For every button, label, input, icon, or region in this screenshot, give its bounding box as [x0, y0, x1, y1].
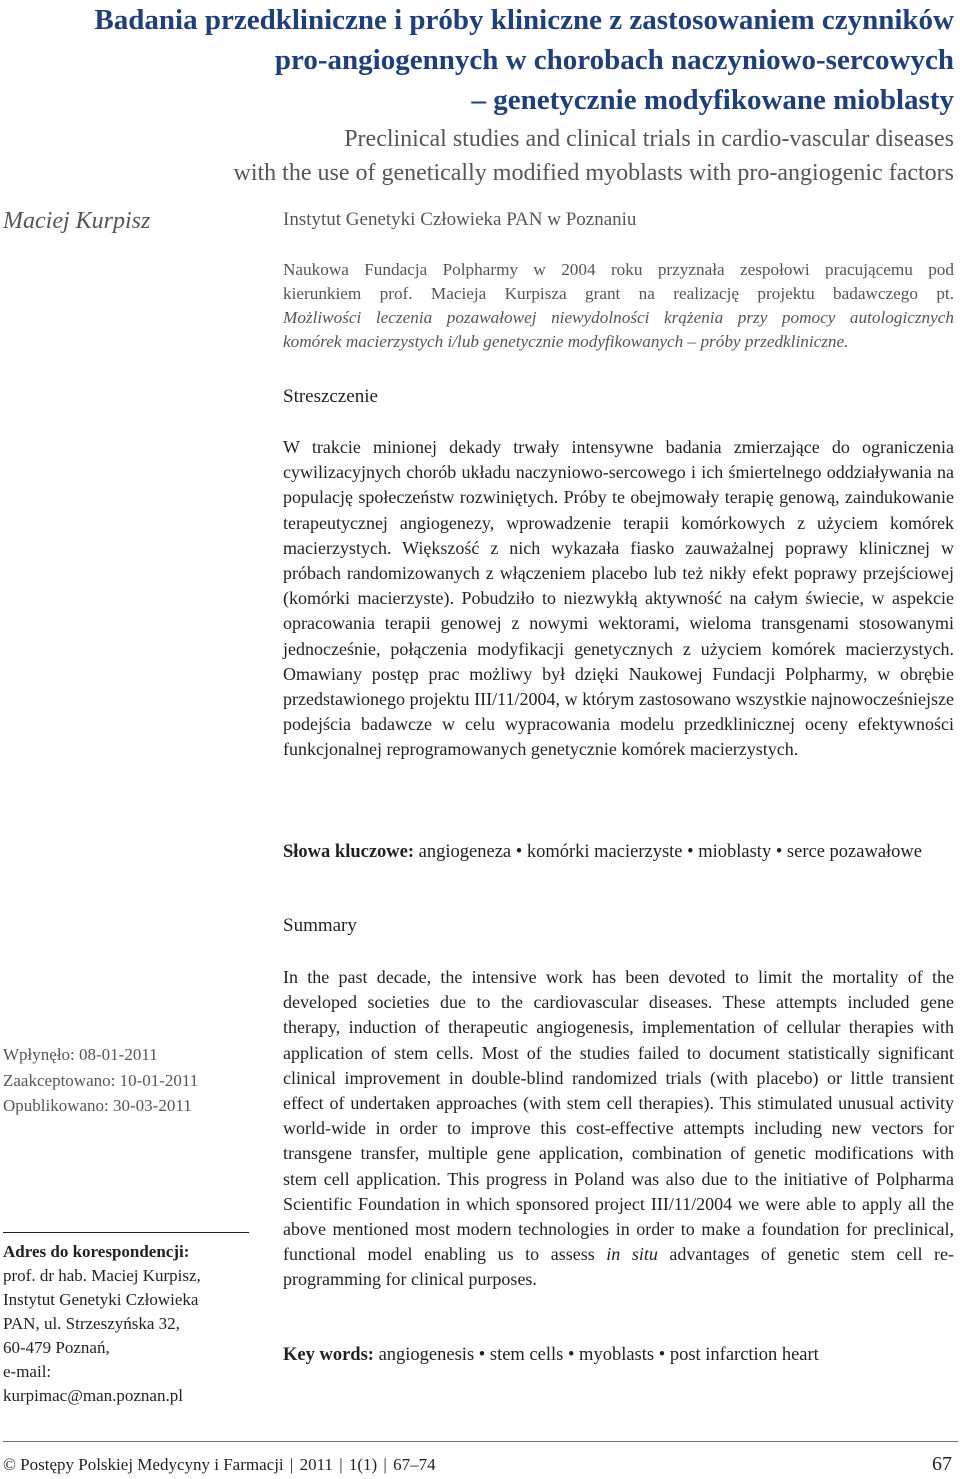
correspondence-line: PAN, ul. Strzeszyńska 32,	[3, 1314, 180, 1333]
summary-keywords	[283, 1343, 954, 1368]
title-polish	[0, 0, 954, 120]
funding-note	[283, 258, 954, 354]
title-english	[0, 122, 954, 190]
footer-separator: |	[339, 1455, 343, 1474]
streszczenie-text: W trakcie minionej dekady trwały intensywne badania zmierzające do ograniczenia cywilizacyjnych chorób układu naczyniowo-sercowego i ich śmiertelnego oddziaływania na populację społeczeństw rozwiniętych. Próby te obejmowały terapię genową, zaindukowanie terapeutycznej angiogenezy, wprowadzenie terapii komórkowych z użyciem komórek macierzystych. Większość z nich wykazała fiasko zauważalnej poprawy klinicznej w próbach randomizowanych z włączeniem placebo lub też nikły efekt poprawy przejściowej (komórki macierzyste). Pobudziło to niezwykłą aktywność na całym świecie, w aspekcie opracowania terapii genowej z nowymi wektorami, wieloma transgenami stosowanymi jednocześnie, połączenia modyfikacji genetycznych z użyciem komórek macierzystych. Omawiany postęp prac możliwy był dzięki Naukowej Fundacji Polpharmy, w obrębie przedstawionego projektu III/11/2004, w którym zastosowano wszystkie najnowocześniejsze podejścia badawcze w celu wypracowania modelu przedklinicznej oceny efektywności funkcjonalnej reprogramowanych genetycznie komórek macierzystych.	[283, 437, 954, 760]
streszczenie-keywords	[283, 840, 954, 865]
footer-separator: |	[383, 1455, 387, 1474]
summary-text-main: In the past decade, the intensive work has been devoted to limit the mortality of the developed societies due to the cardiovascular diseases. These attempts included gene therapy, induction of therapeutic angiogenesis, implementation of cellular therapies with application of stem cells. Most of the studies failed to document statistically significant clinical improvement in double-blind randomized trials (with placebo) or little transient effect of undertaken approaches (with stem cell therapies). This stimulated unusual activity world-wide in order to improve this cost-effective attempts including new vectors for transgene transfer, multiple gene application, combination of genetic modifications with stem cell application. This progress in Poland was also due to the initiative of Polpharma Scientific Foundation in which sponsored project III/11/2004 we were able to apply all the above mentioned most modern technologies in order to make a foundation for preclinical, functional model enabling us to assess	[283, 967, 954, 1265]
date-published: Opublikowano: 30-03-2011	[3, 1096, 192, 1115]
funding-line: kierunkiem prof. Macieja Kurpisza grant na realizację projektu badawczego pt.	[283, 284, 954, 303]
funding-line: Naukowa Fundacja Polpharmy w 2004 roku przyznała zespołowi pracującemu pod	[283, 260, 954, 279]
title-english-line: Preclinical studies and clinical trials in cardio-vascular diseases	[344, 126, 954, 152]
footer-issue: 1(1)	[348, 1455, 378, 1474]
title-polish-line: – genetycznie modyfikowane mioblasty	[471, 84, 954, 116]
correspondence-line: Instytut Genetyki Człowieka	[3, 1290, 199, 1309]
keywords-label-en: Key words:	[283, 1345, 374, 1365]
footer-journal: © Postępy Polskiej Medycyny i Farmacji	[3, 1455, 284, 1474]
correspondence-line: prof. dr hab. Maciej Kurpisz,	[3, 1266, 201, 1285]
publication-dates	[3, 1042, 198, 1119]
title-polish-line: pro-angiogennych w chorobach naczyniowo-sercowych	[274, 44, 954, 76]
keywords-label-pl: Słowa kluczowe:	[283, 842, 415, 862]
summary-text-end: advantages of genetic stem cell re-programming for clinical purposes.	[283, 1244, 955, 1290]
correspondence-divider	[3, 1232, 249, 1233]
author-name: Maciej Kurpisz	[3, 208, 151, 234]
footer-divider	[3, 1441, 958, 1442]
summary-text-italic: in situ	[606, 1244, 658, 1265]
journal-footer	[3, 1455, 436, 1475]
title-polish-line: Badania przedkliniczne i próby kliniczne z zastosowaniem czynników	[94, 4, 954, 36]
footer-year: 2011	[299, 1455, 333, 1474]
keywords-list-en: angiogenesis • stem cells • myoblasts • post infarction heart	[378, 1345, 819, 1365]
page-number: 67	[932, 1453, 952, 1475]
footer-pages: 67–74	[393, 1455, 436, 1474]
correspondence-address	[3, 1240, 253, 1408]
correspondence-line: 60-479 Poznań,	[3, 1338, 110, 1357]
summary-heading: Summary	[283, 915, 357, 936]
funding-line: Możliwości leczenia pozawałowej niewydolności krążenia przy pomocy autologicznych	[283, 308, 954, 327]
correspondence-heading: Adres do korespondencji:	[3, 1242, 190, 1261]
streszczenie-abstract	[283, 435, 954, 763]
summary-text	[283, 965, 954, 1293]
date-accepted: Zaakceptowano: 10-01-2011	[3, 1070, 199, 1090]
author-institution: Instytut Genetyki Człowieka PAN w Poznaniu	[283, 209, 637, 230]
correspondence-email[interactable]: kurpimac@man.poznan.pl	[3, 1386, 183, 1405]
date-received: Wpłynęło: 08-01-2011	[3, 1045, 158, 1064]
summary-abstract	[283, 965, 954, 1293]
title-english-line: with the use of genetically modified myoblasts with pro-angiogenic factors	[233, 160, 954, 186]
streszczenie-heading: Streszczenie	[283, 386, 378, 407]
keywords-list-pl: angiogeneza • komórki macierzyste • mioblasty • serce pozawałowe	[418, 842, 922, 862]
funding-line: komórek macierzystych i/lub genetycznie modyfikowanych – próby przedkliniczne.	[283, 332, 849, 351]
footer-separator: |	[289, 1455, 294, 1474]
correspondence-line: e-mail:	[3, 1362, 52, 1381]
